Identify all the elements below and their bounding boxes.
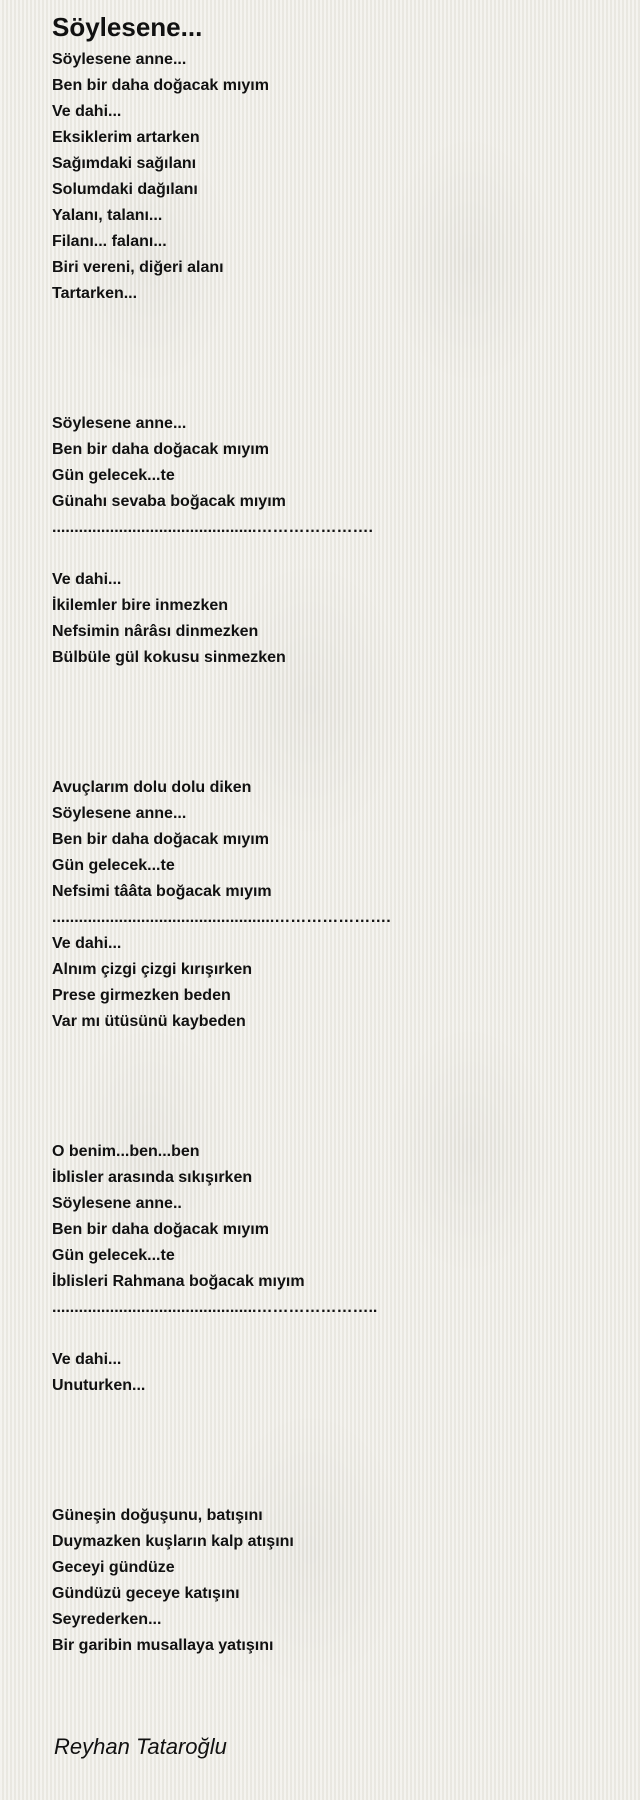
poem-line: Günahı sevaba boğacak mıyım	[52, 493, 286, 510]
poem-line: Ben bir daha doğacak mıyım	[52, 77, 269, 94]
poem-line: Var mı ütüsünü kaybeden	[52, 1013, 246, 1030]
poem-line: ..............................................………………….	[52, 519, 373, 536]
poem-line: Nefsimin nârâsı dinmezken	[52, 623, 259, 640]
poem-line: Ve dahi...	[52, 935, 122, 952]
poem-line: Söylesene anne...	[52, 51, 187, 68]
poem-line: Tartarken...	[52, 285, 138, 302]
poem-line: Solumdaki dağılanı	[52, 181, 198, 198]
stanza-gap	[52, 1087, 640, 1113]
poem-line: Duymazken kuşların kalp atışını	[52, 1533, 294, 1550]
poem-line: Unuturken...	[52, 1377, 146, 1394]
stanza-gap	[52, 385, 640, 411]
stanza-gap	[52, 1399, 640, 1425]
poem-title: Söylesene...	[52, 12, 203, 42]
stanza-gap	[52, 697, 640, 723]
poem-line: ..............................................…………………..	[52, 1299, 378, 1316]
poem-line: Bir garibin musallaya yatışını	[52, 1637, 274, 1654]
poem-body	[52, 47, 640, 1659]
stanza-gap	[52, 1425, 640, 1451]
poem-line: Alnım çizgi çizgi kırışırken	[52, 961, 253, 978]
poem-line: ..................................................………………….	[52, 909, 391, 926]
poem-line: Gün gelecek...te	[52, 467, 175, 484]
stanza-gap	[52, 1061, 640, 1087]
poem-line: Söylesene anne...	[52, 805, 187, 822]
poem-line: Filanı... falanı...	[52, 233, 167, 250]
stanza-gap	[52, 671, 640, 697]
poem-line: İblisleri Rahmana boğacak mıyım	[52, 1273, 305, 1290]
poem-line: Gün gelecek...te	[52, 1247, 175, 1264]
stanza-gap	[52, 1451, 640, 1477]
poem-line: Eksiklerim artarken	[52, 129, 200, 146]
poem-line: Söylesene anne..	[52, 1195, 182, 1212]
poem-line: Ben bir daha doğacak mıyım	[52, 831, 269, 848]
poem-line: Sağımdaki sağılanı	[52, 155, 197, 172]
author-signature: Reyhan Tataroğlu	[54, 1734, 227, 1759]
poem-line: Ben bir daha doğacak mıyım	[52, 1221, 269, 1238]
poem-line: Güneşin doğuşunu, batışını	[52, 1507, 263, 1524]
poem-line: Ve dahi...	[52, 1351, 122, 1368]
poem-line: Biri vereni, diğeri alanı	[52, 259, 224, 276]
poem-line: Avuçlarım dolu dolu diken	[52, 779, 252, 796]
poem-line: Ve dahi...	[52, 571, 122, 588]
poem-line: Nefsimi tââta boğacak mıyım	[52, 883, 272, 900]
poem-line: O benim...ben...ben	[52, 1143, 200, 1160]
stanza-gap	[52, 1477, 640, 1503]
stanza-gap	[52, 359, 640, 385]
poem-line: Gün gelecek...te	[52, 857, 175, 874]
poem-line: Prese girmezken beden	[52, 987, 231, 1004]
poem-line: Ve dahi...	[52, 103, 122, 120]
stanza-gap	[52, 1035, 640, 1061]
poem-line: Seyrederken...	[52, 1611, 162, 1628]
stanza-gap	[52, 1113, 640, 1139]
poem-line: İkilemler bire inmezken	[52, 597, 229, 614]
poem-line: Söylesene anne...	[52, 415, 187, 432]
poem-line: Ben bir daha doğacak mıyım	[52, 441, 269, 458]
stanza-gap	[52, 749, 640, 775]
stanza-gap	[52, 723, 640, 749]
poem-line: Geceyi gündüze	[52, 1559, 175, 1576]
poem-line: İblisler arasında sıkışırken	[52, 1169, 253, 1186]
stanza-gap	[52, 333, 640, 359]
stanza-gap	[52, 307, 640, 333]
stanza-gap	[52, 1321, 640, 1347]
poem-line: Gündüzü geceye katışını	[52, 1585, 240, 1602]
poem-line: Bülbüle gül kokusu sinmezken	[52, 649, 286, 666]
poem-line: Yalanı, talanı...	[52, 207, 163, 224]
stanza-gap	[52, 541, 640, 567]
